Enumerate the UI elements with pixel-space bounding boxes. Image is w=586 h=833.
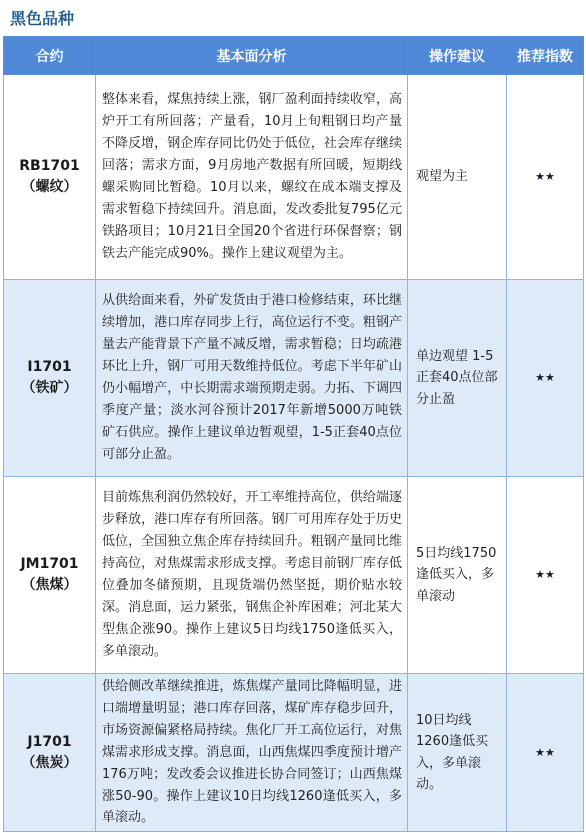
contract-name: （焦炭） [21,754,78,771]
table-row [4,280,584,477]
table-header-row [4,37,584,75]
page-title: 黑色品种 [10,9,75,28]
analysis-cell: 整体来看，煤焦持续上涨，钢厂盈利面持续收窄，高炉开工有所回落；产量看，10月上旬粗钢日均产量不降反增，钢企库存同比仍处于低位，社会库存继续回落；需求方面，9月房地产数据有所回暖，短期线螺采购同比暂稳。10月以来，螺纹在成本端支撑及需求暂稳下持续回升。消息面，发改委批复795亿元铁路项目；10月21日全国20个省进行环保督察；钢铁去产能完成90%。操作上建议观望为主。 [96,75,408,280]
header-contract: 合约 [4,37,96,75]
action-cell: 单边观望 1-5正套40点位部分止盈 [408,280,507,477]
futures-table [3,36,584,832]
rating-stars: ★★ [507,477,584,674]
header-analysis: 基本面分析 [96,37,408,75]
contract-code: RB1701 [19,158,80,174]
rating-stars: ★★ [507,75,584,280]
table-row [4,477,584,674]
contract-cell [4,75,96,280]
contract-code: J1701 [27,733,72,750]
table-row [4,75,584,280]
contract-name: （螺纹） [21,179,78,195]
action-cell: 10日均线1260逢低买入，多单滚动。 [408,674,507,832]
analysis-cell: 目前炼焦利润仍然较好，开工率维持高位，供给端逐步释放，港口库存有所回落。钢厂可用库存处于历史低位，全国独立焦企库存持续回升。粗钢产量同比维持高位，对焦煤需求形成支撑。考虑目前钢厂库存低位叠加冬储预期，且现货端仍然坚挺，期价贴水较深。消息面，运力紧张，钢焦企补库困难；河北某大型焦企涨90。操作上建议5日均线1750逢低买入，多单滚动。 [96,477,408,674]
action-cell: 观望为主 [408,75,507,280]
analysis-cell: 从供给面来看，外矿发货由于港口检修结束，环比继续增加，港口库存同步上行，高位运行不变。粗钢产量去产能背景下产量不减反增，需求暂稳；日均疏港环比上升，钢厂可用天数维持低位。考虑下半年矿山仍小幅增产，中长期需求端预期走弱。力拓、下调四季度产量；淡水河谷预计2017年新增5000万吨铁矿石供应。操作上建议单边暂观望，1-5正套40点位可部分止盈。 [96,280,408,477]
analysis-cell: 供给侧改革继续推进，炼焦煤产量同比降幅明显，进口端增量明显；港口库存回落，煤矿库存稳步回升，市场资源偏紧格局持续。焦化厂开工高位运行，对焦煤需求形成支撑。消息面，山西焦煤四季度预计增产176万吨；发改委会议推进长协合同签订；山西焦煤涨50-90。操作上建议10日均线1260逢低买入，多单滚动。 [96,674,408,832]
table-row [4,674,584,832]
header-rating: 推荐指数 [507,37,584,75]
contract-cell [4,280,96,477]
contract-name: （铁矿） [21,380,78,396]
contract-code: I1701 [27,359,72,375]
rating-stars: ★★ [507,280,584,477]
rating-stars: ★★ [507,674,584,832]
header-action: 操作建议 [408,37,507,75]
contract-cell [4,477,96,674]
contract-name: （焦煤） [21,577,78,593]
action-cell: 5日均线1750逢低买入，多单滚动 [408,477,507,674]
contract-code: JM1701 [20,556,79,572]
contract-cell [4,674,96,832]
